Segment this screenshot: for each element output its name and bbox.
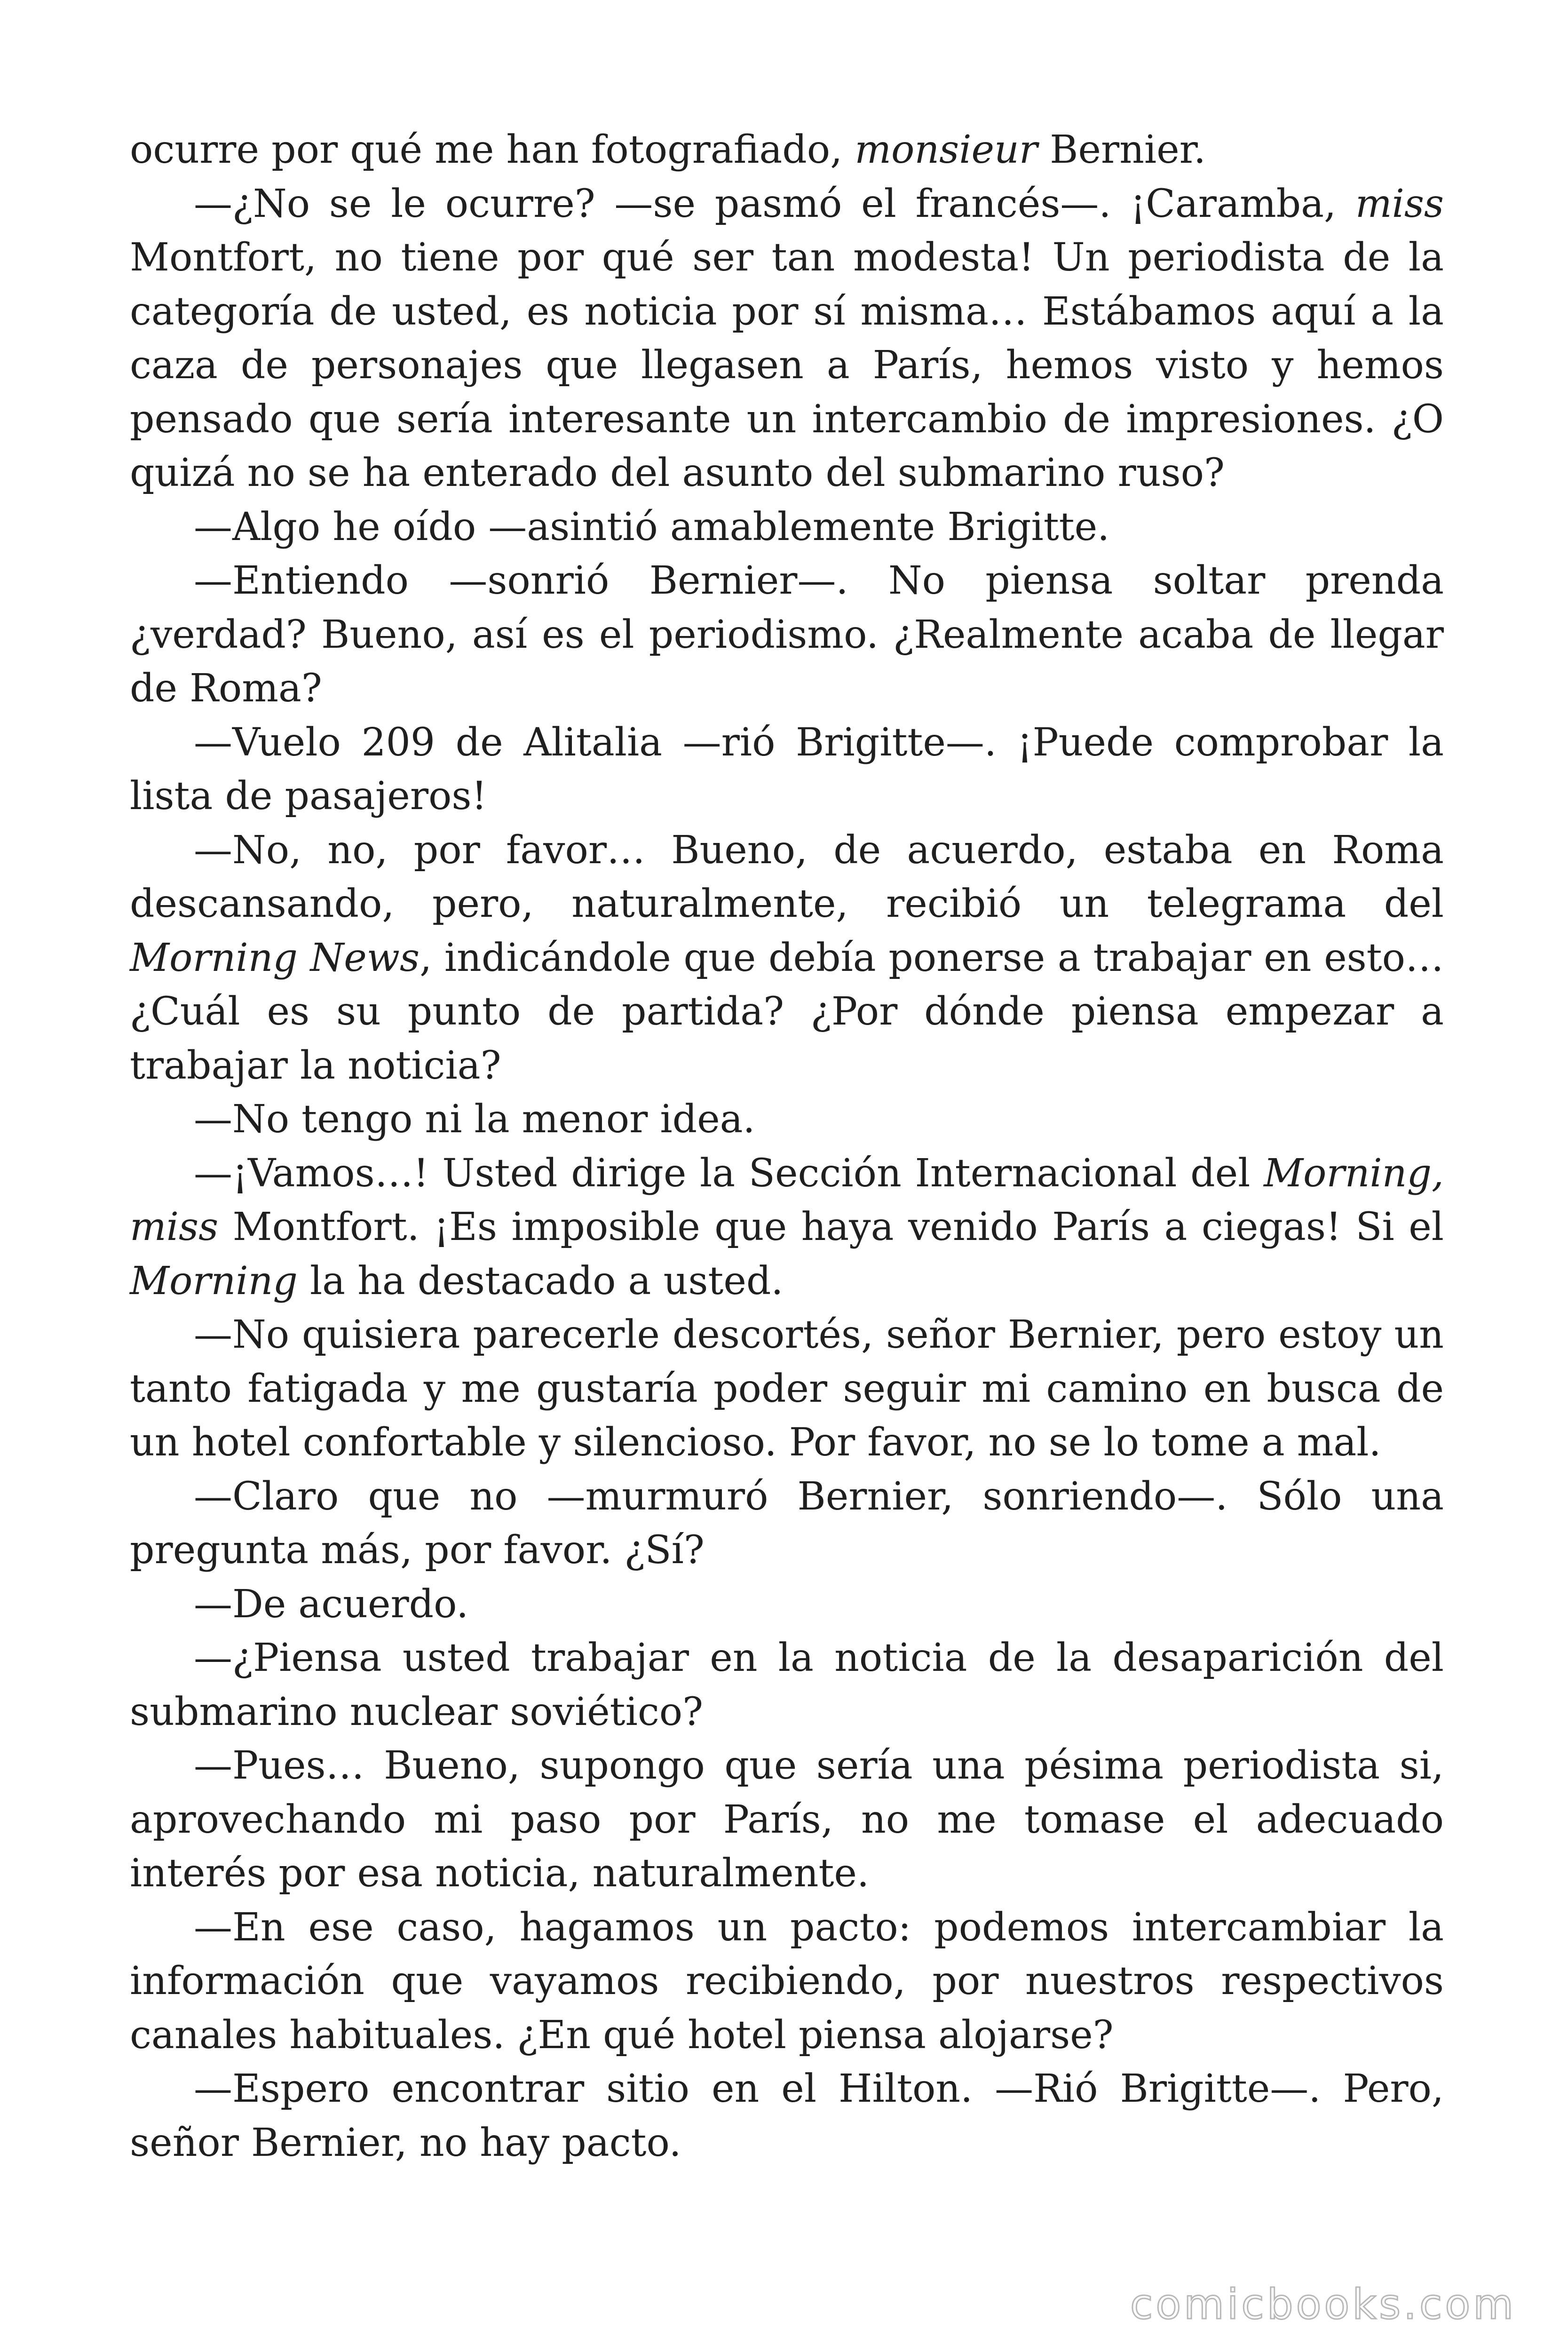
paragraph	[130, 123, 1444, 177]
paragraph	[130, 824, 1444, 1093]
text-run: —¿No se le ocurre? —se pasmó el francés—. ¡Caramba,	[194, 181, 1355, 226]
italic-text: miss	[1355, 181, 1444, 226]
text-run: —Entiendo —sonrió Bernier—. No piensa soltar prenda ¿verdad? Bueno, así es el periodismo. ¿Realmente acaba de llegar de Roma?	[130, 558, 1444, 711]
paragraph	[130, 177, 1444, 501]
paragraph	[130, 1901, 1444, 2063]
text-run: Montfort. ¡Es imposible que haya venido París a ciegas! Si el	[218, 1205, 1444, 1249]
paragraph	[130, 1578, 1444, 1632]
paragraph	[130, 1631, 1444, 1739]
text-run: Bernier.	[1037, 127, 1206, 172]
text-run: —Vuelo 209 de Alitalia —rió Brigitte—. ¡Puede comprobar la lista de pasajeros!	[130, 720, 1444, 818]
text-run: la ha destacado a usted.	[297, 1258, 784, 1303]
text-run: —De acuerdo.	[194, 1581, 469, 1627]
text-run: —No tengo ni la menor idea.	[194, 1097, 755, 1142]
paragraph	[130, 2062, 1444, 2170]
text-run: —Espero encontrar sitio en el Hilton. —Rió Brigitte—. Pero, señor Bernier, no hay pacto.	[130, 2066, 1444, 2165]
text-run: ocurre por qué me han fotografiado,	[130, 127, 855, 172]
text-run: —Claro que no —murmuró Bernier, sonriendo—. Sólo una pregunta más, por favor. ¿Sí?	[130, 1474, 1444, 1573]
site-watermark: comicbooks.com	[1130, 2280, 1516, 2328]
paragraph	[130, 1308, 1444, 1470]
italic-text: Morning	[130, 1258, 298, 1303]
italic-text: Morning News	[130, 935, 420, 980]
text-run: —¿Piensa usted trabajar en la noticia de la desaparición del submarino nuclear soviético?	[130, 1636, 1444, 1734]
paragraph	[130, 554, 1444, 716]
paragraph	[130, 1093, 1444, 1147]
paragraph	[130, 1739, 1444, 1901]
paragraph	[130, 1470, 1444, 1578]
text-run: —No, no, por favor… Bueno, de acuerdo, estaba en Roma descansando, pero, naturalmente, recibió un telegrama del	[130, 827, 1444, 926]
text-run: Montfort, no tiene por qué ser tan modesta! Un periodista de la categoría de usted, es noticia por sí misma… Estábamos aquí a la caza de personajes que llegasen a París, hemos visto y hemos pensado que sería interesante un intercambio de impresiones. ¿O quizá no se ha enterado del asunto del submarino ruso?	[130, 235, 1444, 495]
text-run: —¡Vamos…! Usted dirige la Sección Internacional del	[194, 1151, 1264, 1196]
text-run: —Algo he oído —asintió amablemente Brigitte.	[194, 504, 1110, 549]
page-body-text	[130, 123, 1444, 2170]
paragraph	[130, 501, 1444, 555]
text-run: —En ese caso, hagamos un pacto: podemos intercambiar la información que vayamos recibiendo, por nuestros respectivos canales habituales. ¿En qué hotel piensa alojarse?	[130, 1905, 1444, 2058]
italic-text: Morning, miss	[130, 1151, 1444, 1249]
text-run: —No quisiera parecerle descortés, señor Bernier, pero estoy un tanto fatigada y me gustaría poder seguir mi camino en busca de un hotel confortable y silencioso. Por favor, no se lo tome a mal.	[130, 1312, 1444, 1465]
text-run: —Pues… Bueno, supongo que sería una pésima periodista si, aprovechando mi paso por París, no me tomase el adecuado interés por esa noticia, naturalmente.	[130, 1743, 1444, 1896]
paragraph	[130, 716, 1444, 824]
italic-text: monsieur	[855, 127, 1038, 172]
text-run: , indicándole que debía ponerse a trabajar en esto… ¿Cuál es su punto de partida? ¿Por dónde piensa empezar a trabajar la noticia?	[130, 935, 1444, 1088]
paragraph	[130, 1147, 1444, 1309]
